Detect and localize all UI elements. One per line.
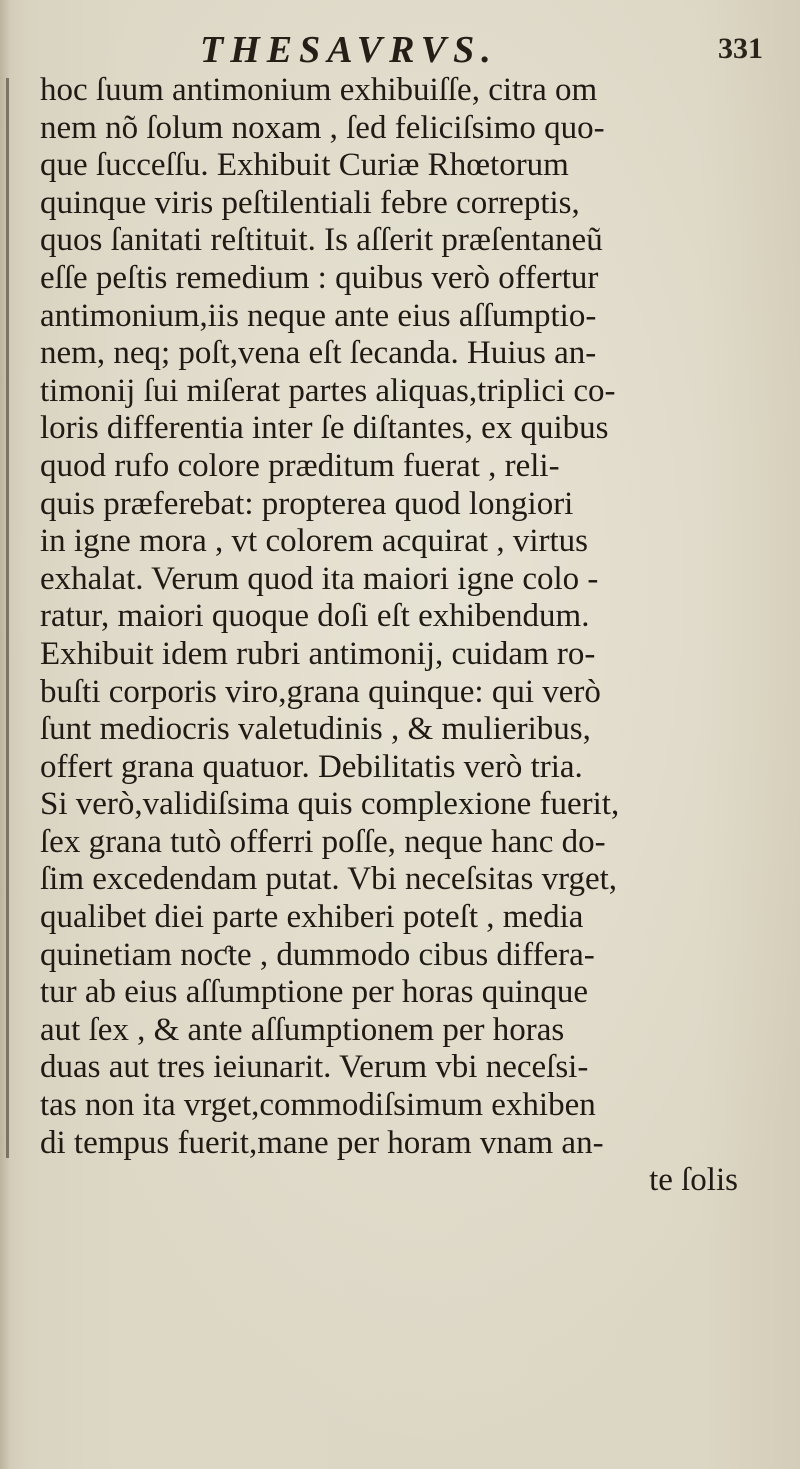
text-line: ſex grana tutò offerri poſſe, neque hanc do-	[40, 823, 606, 860]
text-line: antimonium,iis neque ante eius aſſumptio-	[40, 297, 597, 334]
text-line: tur ab eius aſſumptione per horas quinque	[40, 974, 589, 1011]
text-line: in igne mora , vt colorem acquirat , virtus	[40, 523, 589, 560]
text-line: eſſe peſtis remedium : quibus verò offertur	[40, 259, 599, 296]
text-line: ſunt mediocris valetudinis , & mulieribus,	[40, 711, 591, 748]
text-line: ratur, maiori quoque doſi eſt exhibendum.	[40, 598, 590, 635]
text-block	[40, 72, 780, 1412]
text-line: quos ſanitati reſtituit. Is aſſerit præſentaneũ	[40, 222, 603, 259]
text-line: aut ſex , & ante aſſumptionem per horas	[40, 1011, 565, 1048]
text-line: Exhibuit idem rubri antimonij, cuidam ro-	[40, 635, 596, 672]
running-head	[0, 28, 800, 72]
text-line: buſti corporis viro,grana quinque: qui verò	[40, 673, 601, 710]
text-line: nem, neq; poſt,vena eſt ſecanda. Huius an-	[40, 335, 597, 372]
text-line: offert grana quatuor. Debilitatis verò tria.	[40, 748, 583, 785]
text-line: quis præferebat: propterea quod longiori	[40, 485, 574, 522]
margin-rule	[6, 78, 9, 1158]
text-line: nem nõ ſolum noxam , ſed feliciſsimo quo-	[40, 109, 605, 146]
text-line: quinque viris peſtilentiali febre correptis,	[40, 184, 580, 221]
page-number: 331	[718, 32, 763, 65]
catchword-line: te ſolis	[649, 1162, 738, 1199]
text-line: exhalat. Verum quod ita maiori igne colo -	[40, 560, 599, 597]
text-line: quod rufo colore præditum fuerat , reli-	[40, 447, 560, 484]
text-line: quinetiam noƈte , dummodo cibus differa-	[40, 936, 595, 973]
text-line: qualibet diei parte exhiberi poteſt , media	[40, 899, 584, 936]
text-line: di tempus fuerit,mane per horam vnam an-	[40, 1124, 604, 1161]
text-line: loris differentia inter ſe diſtantes, ex quibus	[40, 410, 609, 447]
text-line: ſim excedendam putat. Vbi neceſsitas vrget,	[40, 861, 618, 898]
text-line: Si verò,validiſsima quis complexione fuerit,	[40, 786, 620, 823]
text-line: timonij ſui miſerat partes aliquas,triplici co-	[40, 372, 616, 409]
text-line: que ſucceſſu. Exhibuit Curiæ Rhœtorum	[40, 147, 569, 184]
running-title: THESAVRVS.	[200, 29, 498, 71]
text-line: duas aut tres ieiunarit. Verum vbi neceſsi-	[40, 1049, 589, 1086]
text-line: hoc ſuum antimonium exhibuiſſe, citra om	[40, 72, 598, 108]
text-line: tas non ita vrget,commodiſsimum exhiben	[40, 1087, 596, 1124]
